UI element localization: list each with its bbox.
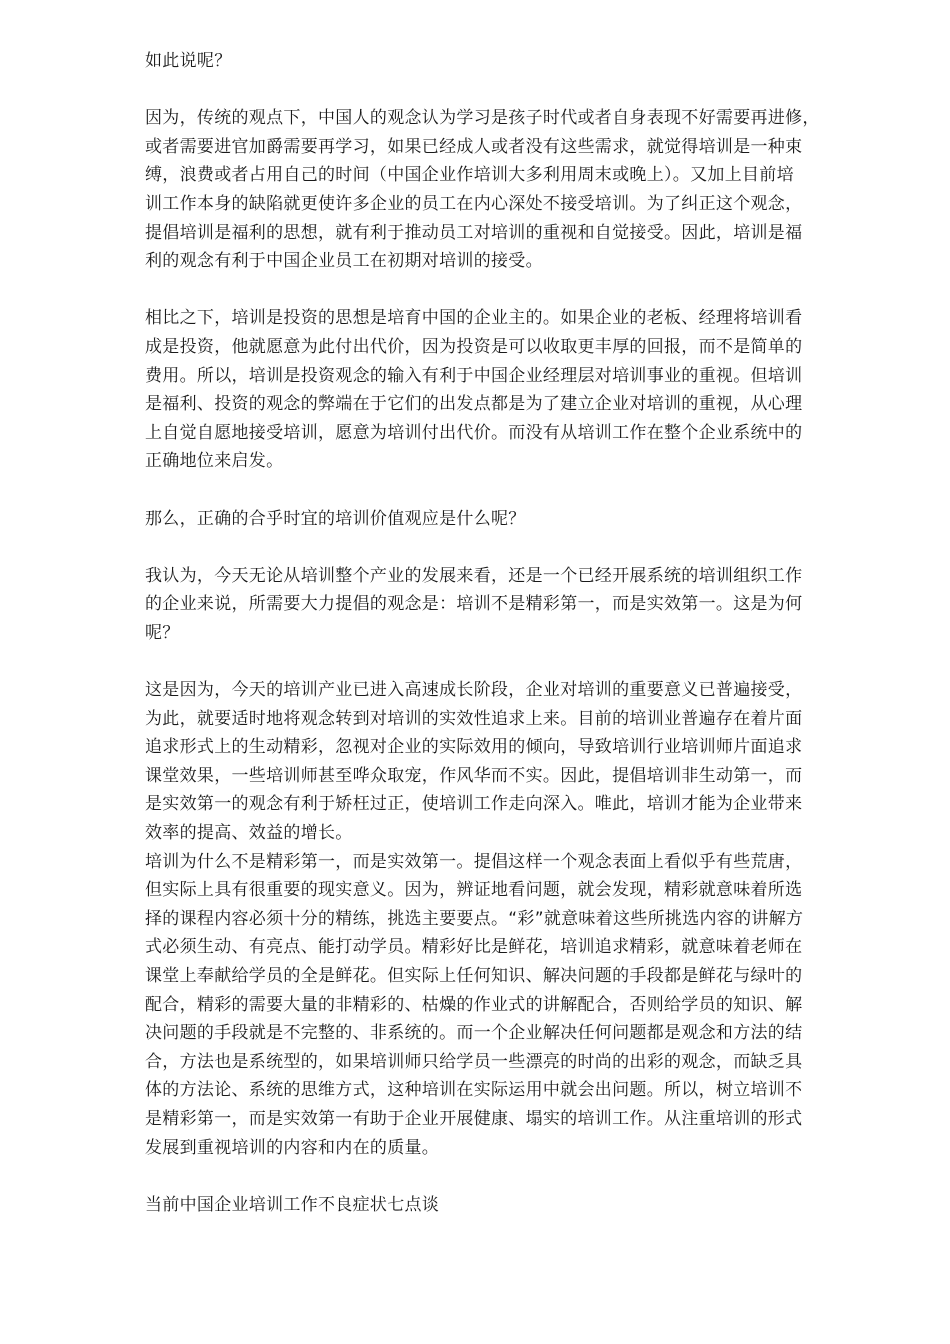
paragraph-why-effect-first: 培训为什么不是精彩第一，而是实效第一。提倡这样一个观念表面上看似乎有些荒唐， 但实际上具有很重要的现实意义。因为，辨证地看问题，就会发现，精彩就意味着所选 择的课程内容必须十分的精练，挑选主要要点。“彩”就意味着这些所挑选内容的讲解方 式必须生动、有亮点、能打动学员。精彩好比是鲜花，培训追求精彩，就意味着老师在 课堂上奉献给学员的全是鲜花。但实际上任何知识、解决问题的手段都是鲜花与绿叶的 配合，精彩的需要大量的非精彩的、枯燥的作业式的讲解配合，否则给学员的知识、解 决问题的手段就是不完整的、非系统的。而一个企业解决任何问题都是观念和方法的结 合，方法也是系统型的，如果培训师只给学员一些漂亮的时尚的出彩的观念，而缺乏具 体的方法论、系统的思维方式，这种培训在实际运用中就会出问题。所以，树立培训不 是精彩第一，而是实效第一有助于企业开展健康、塌实的培训工作。从注重培训的形式 发展到重视培训的内容和内在的质量。 xyxy=(145,851,804,1158)
paragraph-question: 那么，正确的合乎时宜的培训价值观应是什么呢？ xyxy=(145,508,526,529)
document-page xyxy=(145,47,890,1219)
paragraph-my-view: 我认为，今天无论从培训整个产业的发展来看，还是一个已经开展系统的培训组织工作 的企业来说，所需要大力提倡的观念是：培训不是精彩第一，而是实效第一。这是为何 呢？ xyxy=(145,565,803,643)
section-heading: 当前中国企业培训工作不良症状七点谈 xyxy=(145,1194,440,1215)
paragraph-investment-view: 相比之下，培训是投资的思想是培育中国的企业主的。如果企业的老板、经理将培训看 成是投资，他就愿意为此付出代价，因为投资是可以收取更丰厚的回报，而不是简单的 费用。所以，培训是投资观念的输入有利于中国企业经理层对培训事业的重视。但培训 是福利、投资的观念的弊端在于它们的出发点都是为了建立企业对培训的重视，从心理 上自觉自愿地接受培训，愿意为培训付出代价。而没有从培训工作在整个企业系统中的 正确地位来启发。 xyxy=(145,308,803,472)
paragraph-reason: 这是因为，今天的培训产业已进入高速成长阶段，企业对培训的重要意义已普遍接受， 为此，就要适时地将观念转到对培训的实效性追求上来。目前的培训业普遍存在着片面 追求形式上的生动精彩，忽视对企业的实际效用的倾向，导致培训行业培训师片面追求 课堂效果，一些培训师甚至哗众取宠，作风华而不实。因此，提倡培训非生动第一，而 是实效第一的观念有利于矫枉过正，使培训工作走向深入。唯此，培训才能为企业带来 效率的提高、效益的增长。 xyxy=(145,680,803,844)
paragraph-traditional-view: 因为，传统的观点下，中国人的观念认为学习是孩子时代或者自身表现不好需要再进修， 或者需要进官加爵需要再学习，如果已经成人或者没有这些需求，就觉得培训是一种束 缚，浪费或者占用自己的时间（中国企业作培训大多利用周末或晚上）。又加上目前培 训工作本身的缺陷就更使许多企业的员工在内心深处不接受培训。为了纠正这个观念， 提倡培训是福利的思想，就有利于推动员工对培训的重视和自觉接受。因此，培训是福 利的观念有利于中国企业员工在初期对培训的接受。 xyxy=(145,108,820,272)
paragraph-intro-question: 如此说呢？ xyxy=(145,51,232,71)
